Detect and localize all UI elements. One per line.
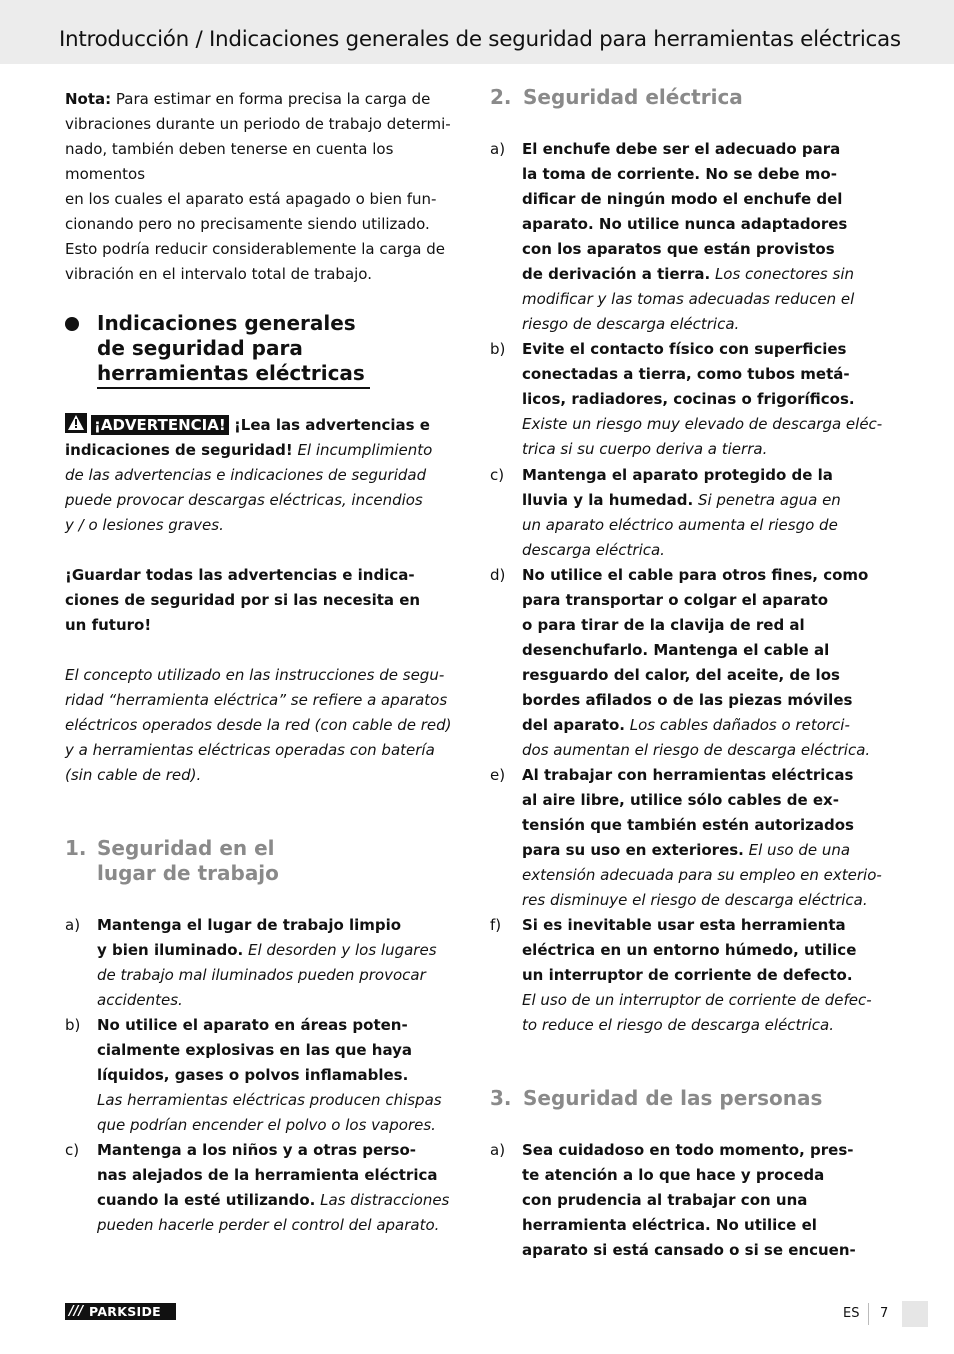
item-label: a) bbox=[490, 1141, 506, 1159]
item-italic-line: trica si su cuerpo deriva a tierra. bbox=[522, 440, 768, 458]
item-label: a) bbox=[490, 140, 506, 158]
save-instructions bbox=[65, 563, 465, 638]
item-bold-line: para su uso en exteriores. bbox=[522, 841, 744, 859]
warning-paragraph bbox=[65, 413, 465, 538]
page-title: Introducción / Indicaciones generales de seguridad para herramientas eléctricas bbox=[59, 27, 901, 52]
item-bold-line: un interruptor de corriente de defecto. bbox=[522, 966, 853, 984]
note-line: vibración en el intervalo total de trabajo. bbox=[65, 265, 372, 283]
item-bold-line: El enchufe debe ser el adecuado para bbox=[522, 140, 841, 158]
heading-line: de seguridad para bbox=[97, 336, 303, 360]
footer-tab-marker bbox=[902, 1301, 928, 1327]
item-italic-line: Si penetra agua en bbox=[693, 491, 841, 509]
item-italic-line: riesgo de descarga eléctrica. bbox=[522, 315, 740, 333]
item-bold-line: resguardo del calor, del aceite, de los bbox=[522, 666, 840, 684]
note-line: Esto podría reducir considerablemente la carga de bbox=[65, 240, 445, 258]
item-bold-line: dificar de ningún modo el enchufe del bbox=[522, 190, 843, 208]
item-bold-line: aparato. No utilice nunca adaptadores bbox=[522, 215, 848, 233]
item-bold-line: Sea cuidadoso en todo momento, pres- bbox=[522, 1141, 854, 1159]
item-italic-line: descarga eléctrica. bbox=[522, 541, 665, 559]
item-italic-line: Los cables dañados o retorci- bbox=[624, 716, 850, 734]
item-label: c) bbox=[490, 466, 505, 484]
item-label: b) bbox=[65, 1016, 81, 1034]
item-bold-line: o para tirar de la clavija de red al bbox=[522, 616, 805, 634]
page-header bbox=[0, 0, 954, 64]
item-italic-line: pueden hacerle perder el control del aparato. bbox=[97, 1216, 440, 1234]
footer-divider bbox=[868, 1303, 869, 1325]
warning-bold-text: ¡Lea las advertencias e bbox=[228, 416, 430, 434]
item-bold-line: aparato si está cansado o si se encuen- bbox=[522, 1241, 856, 1259]
warning-italic-text: El incumplimiento bbox=[292, 441, 433, 459]
item-label: b) bbox=[490, 340, 506, 358]
item-bold-line: para transportar o colgar el aparato bbox=[522, 591, 829, 609]
item-bold-line: cialmente explosivas en las que haya bbox=[97, 1041, 413, 1059]
item-italic-line: Los conectores sin bbox=[710, 265, 854, 283]
bullet-dot-icon bbox=[65, 317, 79, 331]
note-line: vibraciones durante un periodo de trabajo determi- bbox=[65, 115, 451, 133]
item-bold-line: la toma de corriente. No se debe mo- bbox=[522, 165, 837, 183]
item-bold-line: Si es inevitable usar esta herramienta bbox=[522, 916, 846, 934]
item-italic-line: Las herramientas eléctricas producen chispas bbox=[97, 1091, 442, 1109]
item-bold-line: herramienta eléctrica. No utilice el bbox=[522, 1216, 817, 1234]
note-label: Nota: bbox=[65, 90, 112, 108]
logo-text: PARKSIDE bbox=[89, 1304, 161, 1319]
item-bold-line: Mantenga el lugar de trabajo limpio bbox=[97, 916, 402, 934]
section-1-title: Seguridad en el bbox=[97, 836, 275, 860]
item-bold-line: nas alejados de la herramienta eléctrica bbox=[97, 1166, 438, 1184]
note-line: nado, también deben tenerse en cuenta los momentos bbox=[65, 140, 394, 183]
section-1-number: 1. bbox=[65, 836, 87, 860]
save-line: ¡Guardar todas las advertencias e indica- bbox=[65, 566, 415, 584]
concept-line: (sin cable de red). bbox=[65, 766, 202, 784]
item-italic-line: que podrían encender el polvo o los vapores. bbox=[97, 1116, 436, 1134]
item-italic-line: extensión adecuada para su empleo en exterio- bbox=[522, 866, 882, 884]
item-italic-line: de trabajo mal iluminados pueden provocar bbox=[97, 966, 426, 984]
item-bold-line: lluvia y la humedad. bbox=[522, 491, 694, 509]
item-bold-line: bordes afilados o de las piezas móviles bbox=[522, 691, 853, 709]
concept-line: y a herramientas eléctricas operadas con batería bbox=[65, 741, 435, 759]
language-code: ES bbox=[843, 1306, 860, 1321]
item-label: c) bbox=[65, 1141, 80, 1159]
concept-line: ridad “herramienta eléctrica” se refiere a aparatos bbox=[65, 691, 448, 709]
item-bold-line: con prudencia al trabajar con una bbox=[522, 1191, 808, 1209]
item-bold-line: desenchufarlo. Mantenga el cable al bbox=[522, 641, 830, 659]
item-bold-line: Mantenga a los niños y a otras perso- bbox=[97, 1141, 416, 1159]
save-line: ciones de seguridad por si las necesita en bbox=[65, 591, 421, 609]
section-3-title: Seguridad de las personas bbox=[523, 1086, 823, 1110]
item-label: d) bbox=[490, 566, 506, 584]
item-bold-line: eléctrica en un entorno húmedo, utilice bbox=[522, 941, 857, 959]
item-bold-line: y bien iluminado. bbox=[97, 941, 244, 959]
note-line: en los cuales el aparato está apagado o bien fun- bbox=[65, 190, 437, 208]
heading-underline bbox=[97, 387, 370, 389]
item-bold-line: conectadas a tierra, como tubos metá- bbox=[522, 365, 850, 383]
concept-line: El concepto utilizado en las instrucciones de segu- bbox=[65, 666, 445, 684]
item-bold-line: del aparato. bbox=[522, 716, 625, 734]
item-italic-line: un aparato eléctrico aumenta el riesgo de bbox=[522, 516, 838, 534]
item-bold-line: cuando la esté utilizando. bbox=[97, 1191, 316, 1209]
item-bold-line: al aire libre, utilice sólo cables de ex- bbox=[522, 791, 839, 809]
item-italic-line: Las distracciones bbox=[315, 1191, 450, 1209]
item-italic-line: res disminuye el riesgo de descarga eléctrica. bbox=[522, 891, 868, 909]
item-italic-line: El desorden y los lugares bbox=[243, 941, 437, 959]
section-2-number: 2. bbox=[490, 85, 512, 109]
item-label: e) bbox=[490, 766, 506, 784]
warning-triangle-icon bbox=[65, 413, 87, 433]
heading-line: herramientas eléctricas bbox=[97, 361, 365, 385]
item-bold-line: licos, radiadores, cocinas o frigoríficos. bbox=[522, 390, 855, 408]
note-line: cionando pero no precisamente siendo utilizado. bbox=[65, 215, 430, 233]
item-bold-line: tensión que también estén autorizados bbox=[522, 816, 854, 834]
warning-italic-line: y / o lesiones graves. bbox=[65, 516, 224, 534]
item-bold-line: Al trabajar con herramientas eléctricas bbox=[522, 766, 854, 784]
warning-italic-line: de las advertencias e indicaciones de seguridad bbox=[65, 466, 427, 484]
item-bold-line: No utilice el aparato en áreas poten- bbox=[97, 1016, 408, 1034]
logo-slashes: /// bbox=[69, 1304, 84, 1319]
item-italic-line: accidentes. bbox=[97, 991, 183, 1009]
item-italic-line: dos aumentan el riesgo de descarga eléctrica. bbox=[522, 741, 871, 759]
item-italic-line: modificar y las tomas adecuadas reducen el bbox=[522, 290, 855, 308]
concept-line: eléctricos operados desde la red (con cable de red) bbox=[65, 716, 452, 734]
item-label: f) bbox=[490, 916, 502, 934]
item-bold-line: Evite el contacto físico con superficies bbox=[522, 340, 847, 358]
item-italic-line: Existe un riesgo muy elevado de descarga eléc- bbox=[522, 415, 883, 433]
item-label: a) bbox=[65, 916, 81, 934]
warning-bold-text: indicaciones de seguridad! bbox=[65, 441, 293, 459]
item-italic-line: El uso de un interruptor de corriente de defec- bbox=[522, 991, 872, 1009]
item-bold-line: Mantenga el aparato protegido de la bbox=[522, 466, 833, 484]
note-line: Para estimar en forma precisa la carga de bbox=[111, 90, 431, 108]
save-line: un futuro! bbox=[65, 616, 152, 634]
section-1-title: lugar de trabajo bbox=[97, 861, 279, 885]
section-2-title: Seguridad eléctrica bbox=[523, 85, 743, 109]
note-paragraph bbox=[65, 87, 465, 287]
item-bold-line: te atención a lo que hace y proceda bbox=[522, 1166, 825, 1184]
warning-italic-line: puede provocar descargas eléctricas, incendios bbox=[65, 491, 423, 509]
item-bold-line: No utilice el cable para otros fines, como bbox=[522, 566, 869, 584]
warning-badge: ¡ADVERTENCIA! bbox=[91, 415, 229, 435]
item-italic-line: El uso de una bbox=[743, 841, 851, 859]
item-bold-line: de derivación a tierra. bbox=[522, 265, 711, 283]
page-number: 7 bbox=[880, 1306, 889, 1321]
item-bold-line: con los aparatos que están provistos bbox=[522, 240, 835, 258]
brand-logo bbox=[65, 1303, 176, 1320]
concept-paragraph bbox=[65, 663, 465, 788]
item-italic-line: to reduce el riesgo de descarga eléctrica. bbox=[522, 1016, 834, 1034]
section-3-number: 3. bbox=[490, 1086, 512, 1110]
heading-line: Indicaciones generales bbox=[97, 311, 356, 335]
item-bold-line: líquidos, gases o polvos inflamables. bbox=[97, 1066, 409, 1084]
